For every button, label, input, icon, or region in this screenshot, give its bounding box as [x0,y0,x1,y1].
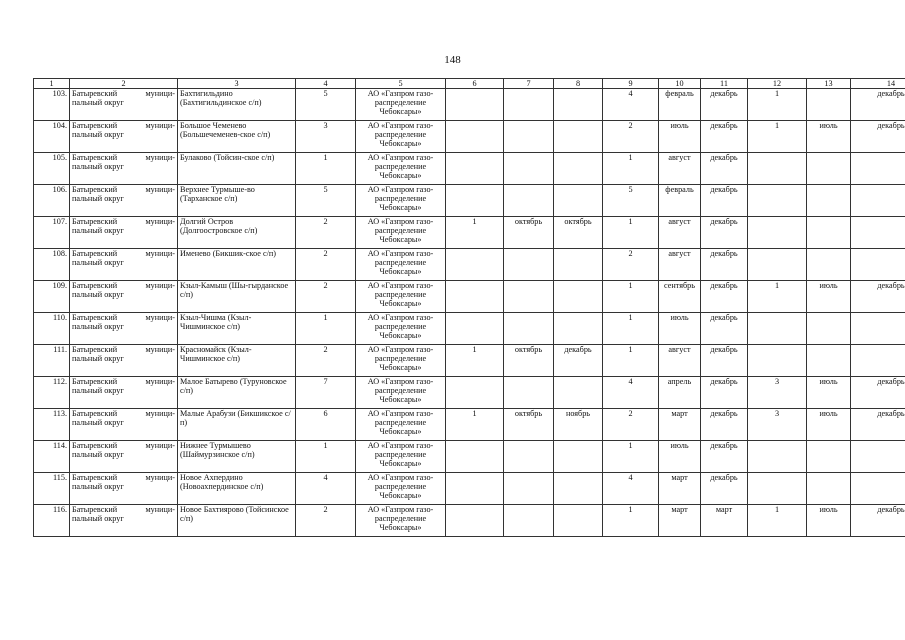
col11-cell: декабрь [701,217,748,249]
col10-cell: март [659,505,701,537]
row-number-cell: 115. [34,473,70,505]
district-cell: Батыревский муници-пальный округ [70,377,178,409]
organization-cell: АО «Газпром газо-распределение Чебоксары» [356,153,446,185]
gasification-table [33,78,905,537]
col11-cell: декабрь [701,313,748,345]
col13-cell [807,185,851,217]
district-cell: Батыревский муници-пальный округ [70,409,178,441]
table-row [34,217,905,249]
settlement-cell: Красномайск (Кзыл-Чишминское с/п) [178,345,296,377]
col7-cell: октябрь [504,345,554,377]
row-number-cell: 104. [34,121,70,153]
column-number-header: 8 [554,79,603,89]
col4-cell: 1 [296,313,356,345]
col14-cell [851,345,905,377]
district-cell: Батыревский муници-пальный округ [70,473,178,505]
col7-cell [504,505,554,537]
district-cell: Батыревский муници-пальный округ [70,281,178,313]
col10-cell: апрель [659,377,701,409]
col6-cell [446,441,504,473]
row-number-cell: 108. [34,249,70,281]
col9-cell: 4 [603,377,659,409]
col12-cell [748,217,807,249]
col14-cell: декабрь [851,121,905,153]
col6-cell: 1 [446,217,504,249]
column-number-header: 14 [851,79,905,89]
col10-cell: март [659,409,701,441]
col12-cell [748,313,807,345]
col7-cell [504,281,554,313]
col6-cell: 1 [446,409,504,441]
district-cell: Батыревский муници-пальный округ [70,313,178,345]
col6-cell [446,281,504,313]
col14-cell: декабрь [851,89,905,121]
organization-cell: АО «Газпром газо-распределение Чебоксары» [356,185,446,217]
col9-cell: 1 [603,505,659,537]
page-number: 148 [444,54,461,66]
table-row [34,153,905,185]
col7-cell [504,313,554,345]
settlement-cell: Малое Батырево (Туруновское с/п) [178,377,296,409]
settlement-cell: Малые Арабузи (Бикшикское с/п) [178,409,296,441]
col4-cell: 5 [296,89,356,121]
col9-cell: 5 [603,185,659,217]
col7-cell: октябрь [504,409,554,441]
col11-cell: декабрь [701,345,748,377]
col14-cell: декабрь [851,281,905,313]
col11-cell: декабрь [701,441,748,473]
settlement-cell: Большое Чеменево (Большечеменев-ское с/п) [178,121,296,153]
col12-cell [748,441,807,473]
col11-cell: декабрь [701,153,748,185]
col14-cell [851,153,905,185]
col9-cell: 2 [603,121,659,153]
col7-cell [504,121,554,153]
col4-cell: 2 [296,249,356,281]
district-cell: Батыревский муници-пальный округ [70,505,178,537]
col14-cell: декабрь [851,409,905,441]
col10-cell: август [659,345,701,377]
col4-cell: 2 [296,217,356,249]
col7-cell [504,89,554,121]
col13-cell: июль [807,377,851,409]
col8-cell [554,121,603,153]
col13-cell [807,473,851,505]
col11-cell: декабрь [701,377,748,409]
col14-cell: декабрь [851,377,905,409]
settlement-cell: Кзыл-Камыш (Шы-гырданское с/п) [178,281,296,313]
table-header-row [34,79,905,89]
table-row [34,409,905,441]
col12-cell: 3 [748,409,807,441]
col6-cell [446,185,504,217]
row-number-cell: 109. [34,281,70,313]
organization-cell: АО «Газпром газо-распределение Чебоксары» [356,377,446,409]
col13-cell [807,153,851,185]
settlement-cell: Долгий Остров (Долгоостровское с/п) [178,217,296,249]
row-number-cell: 116. [34,505,70,537]
row-number-cell: 110. [34,313,70,345]
col10-cell: август [659,217,701,249]
col8-cell [554,505,603,537]
settlement-cell: Кзыл-Чишма (Кзыл-Чишминское с/п) [178,313,296,345]
organization-cell: АО «Газпром газо-распределение Чебоксары» [356,89,446,121]
district-cell: Батыревский муници-пальный округ [70,121,178,153]
col10-cell: июль [659,441,701,473]
col6-cell: 1 [446,345,504,377]
col13-cell: июль [807,409,851,441]
row-number-cell: 114. [34,441,70,473]
col11-cell: март [701,505,748,537]
col12-cell [748,345,807,377]
column-number-header: 6 [446,79,504,89]
col9-cell: 1 [603,217,659,249]
organization-cell: АО «Газпром газо-распределение Чебоксары» [356,409,446,441]
col11-cell: декабрь [701,409,748,441]
column-number-header: 3 [178,79,296,89]
col8-cell: ноябрь [554,409,603,441]
col9-cell: 4 [603,473,659,505]
col12-cell: 1 [748,505,807,537]
col12-cell: 1 [748,89,807,121]
col7-cell [504,185,554,217]
table-row [34,345,905,377]
col13-cell: июль [807,505,851,537]
table-row [34,89,905,121]
col14-cell [851,185,905,217]
col7-cell [504,249,554,281]
col8-cell [554,377,603,409]
table-row [34,377,905,409]
col9-cell: 1 [603,345,659,377]
col14-cell [851,249,905,281]
column-number-header: 13 [807,79,851,89]
col12-cell: 1 [748,281,807,313]
col10-cell: август [659,153,701,185]
row-number-cell: 103. [34,89,70,121]
col13-cell: июль [807,121,851,153]
settlement-cell: Бахтигильдино (Бахтигильдинское с/п) [178,89,296,121]
district-cell: Батыревский муници-пальный округ [70,153,178,185]
col9-cell: 1 [603,441,659,473]
col7-cell [504,473,554,505]
col6-cell [446,89,504,121]
col12-cell [748,473,807,505]
col10-cell: июль [659,121,701,153]
col6-cell [446,121,504,153]
col13-cell [807,313,851,345]
col8-cell [554,441,603,473]
col7-cell [504,441,554,473]
col13-cell [807,345,851,377]
organization-cell: АО «Газпром газо-распределение Чебоксары» [356,249,446,281]
column-number-header: 1 [34,79,70,89]
col13-cell [807,89,851,121]
col12-cell: 1 [748,121,807,153]
col4-cell: 7 [296,377,356,409]
column-number-header: 9 [603,79,659,89]
col12-cell [748,153,807,185]
organization-cell: АО «Газпром газо-распределение Чебоксары» [356,121,446,153]
col8-cell [554,249,603,281]
col14-cell: декабрь [851,505,905,537]
column-number-header: 11 [701,79,748,89]
col7-cell [504,153,554,185]
col4-cell: 3 [296,121,356,153]
settlement-cell: Верхнее Турмыше-во (Тарханское с/п) [178,185,296,217]
col4-cell: 4 [296,473,356,505]
column-number-header: 12 [748,79,807,89]
settlement-cell: Булаково (Тойсин-ское с/п) [178,153,296,185]
col8-cell [554,473,603,505]
col6-cell [446,505,504,537]
col7-cell: октябрь [504,217,554,249]
district-cell: Батыревский муници-пальный округ [70,185,178,217]
col6-cell [446,377,504,409]
col8-cell [554,281,603,313]
col11-cell: декабрь [701,185,748,217]
col4-cell: 6 [296,409,356,441]
col14-cell [851,217,905,249]
col8-cell [554,153,603,185]
col4-cell: 2 [296,505,356,537]
row-number-cell: 106. [34,185,70,217]
col10-cell: сентябрь [659,281,701,313]
col13-cell [807,249,851,281]
col7-cell [504,377,554,409]
table-row [34,473,905,505]
col8-cell: декабрь [554,345,603,377]
settlement-cell: Новое Бахтиярово (Тойсинское с/п) [178,505,296,537]
col14-cell [851,441,905,473]
col12-cell [748,185,807,217]
table-row [34,121,905,153]
col8-cell: октябрь [554,217,603,249]
col8-cell [554,185,603,217]
column-number-header: 7 [504,79,554,89]
row-number-cell: 107. [34,217,70,249]
table-row [34,249,905,281]
col10-cell: февраль [659,185,701,217]
col9-cell: 2 [603,249,659,281]
column-number-header: 10 [659,79,701,89]
col10-cell: август [659,249,701,281]
col12-cell [748,249,807,281]
col9-cell: 2 [603,409,659,441]
col6-cell [446,153,504,185]
table-row [34,313,905,345]
col4-cell: 5 [296,185,356,217]
col9-cell: 1 [603,281,659,313]
col14-cell [851,473,905,505]
col11-cell: декабрь [701,89,748,121]
organization-cell: АО «Газпром газо-распределение Чебоксары» [356,473,446,505]
table-row [34,505,905,537]
organization-cell: АО «Газпром газо-распределение Чебоксары» [356,313,446,345]
col6-cell [446,249,504,281]
organization-cell: АО «Газпром газо-распределение Чебоксары» [356,505,446,537]
col11-cell: декабрь [701,281,748,313]
col4-cell: 1 [296,153,356,185]
organization-cell: АО «Газпром газо-распределение Чебоксары» [356,281,446,313]
col11-cell: декабрь [701,249,748,281]
row-number-cell: 112. [34,377,70,409]
col14-cell [851,313,905,345]
col12-cell: 3 [748,377,807,409]
column-number-header: 2 [70,79,178,89]
district-cell: Батыревский муници-пальный округ [70,345,178,377]
district-cell: Батыревский муници-пальный округ [70,217,178,249]
col11-cell: декабрь [701,473,748,505]
col8-cell [554,89,603,121]
col9-cell: 4 [603,89,659,121]
settlement-cell: Именево (Бикшик-ское с/п) [178,249,296,281]
district-cell: Батыревский муници-пальный округ [70,89,178,121]
col4-cell: 2 [296,345,356,377]
table-row [34,185,905,217]
col9-cell: 1 [603,153,659,185]
column-number-header: 5 [356,79,446,89]
table-row [34,441,905,473]
organization-cell: АО «Газпром газо-распределение Чебоксары» [356,345,446,377]
col8-cell [554,313,603,345]
col10-cell: июль [659,313,701,345]
organization-cell: АО «Газпром газо-распределение Чебоксары» [356,217,446,249]
col13-cell [807,441,851,473]
col4-cell: 1 [296,441,356,473]
settlement-cell: Нижнее Турмышево (Шаймурзинское с/п) [178,441,296,473]
col13-cell: июль [807,281,851,313]
col13-cell [807,217,851,249]
settlement-cell: Новое Ахпердино (Новоахпердинское с/п) [178,473,296,505]
table-row [34,281,905,313]
col10-cell: март [659,473,701,505]
column-number-header: 4 [296,79,356,89]
col4-cell: 2 [296,281,356,313]
col6-cell [446,313,504,345]
col10-cell: февраль [659,89,701,121]
row-number-cell: 111. [34,345,70,377]
col11-cell: декабрь [701,121,748,153]
organization-cell: АО «Газпром газо-распределение Чебоксары» [356,441,446,473]
district-cell: Батыревский муници-пальный округ [70,249,178,281]
row-number-cell: 113. [34,409,70,441]
district-cell: Батыревский муници-пальный округ [70,441,178,473]
row-number-cell: 105. [34,153,70,185]
col6-cell [446,473,504,505]
col9-cell: 1 [603,313,659,345]
